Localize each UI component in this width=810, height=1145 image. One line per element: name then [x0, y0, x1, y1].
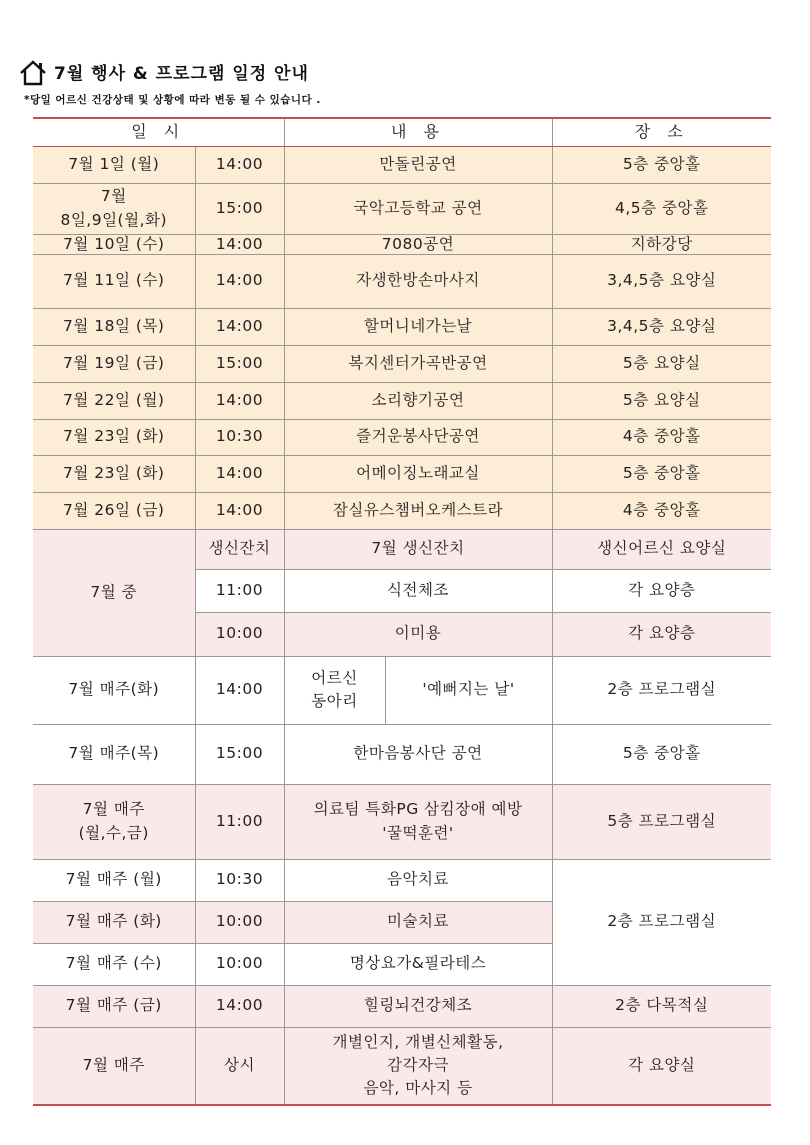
table-row — [33, 146, 771, 183]
row-place: 2층 프로그램실 — [552, 859, 771, 985]
table-row — [33, 183, 771, 234]
row-place: 5층 중앙홀 — [552, 146, 771, 183]
row-content: 즐거운봉사단공연 — [284, 419, 552, 455]
row-content: 미술치료 — [284, 901, 552, 943]
table-row — [33, 492, 771, 529]
row-date-line: 7월 매주 — [82, 800, 145, 819]
row-place: 2층 프로그램실 — [552, 656, 771, 724]
row-content: 7월 생신잔치 — [284, 529, 552, 569]
row-date: 7월 18일 (목) — [33, 308, 195, 345]
row-content: 자생한방손마사지 — [284, 254, 552, 308]
row-content: '예뻐지는 날' — [385, 656, 552, 724]
table-row — [33, 985, 771, 1027]
row-content: 명상요가&필라테스 — [284, 943, 552, 985]
table-row — [33, 419, 771, 455]
row-time: 14:00 — [195, 382, 284, 419]
notice-text: *당일 어르신 건강상태 및 상황에 따라 변동 될 수 있습니다 . — [24, 94, 321, 106]
row-date: 7월 매주 — [33, 1027, 195, 1105]
table-row — [33, 308, 771, 345]
table-row — [33, 784, 771, 859]
header-place: 장 소 — [552, 118, 771, 146]
row-date: 7월 매주 (금) — [33, 985, 195, 1027]
row-date: 7월 26일 (금) — [33, 492, 195, 529]
row-time: 14:00 — [195, 985, 284, 1027]
row-date: 7월 22일 (월) — [33, 382, 195, 419]
row-content: 식전체조 — [284, 569, 552, 612]
row-content: 한마음봉사단 공연 — [284, 724, 552, 784]
table-row — [33, 234, 771, 254]
row-content: 복지센터가곡반공연 — [284, 345, 552, 382]
row-content: 잠실유스챔버오케스트라 — [284, 492, 552, 529]
row-place: 각 요양층 — [552, 569, 771, 612]
row-date: 7월 중 — [33, 529, 195, 656]
row-date-line: (월,수,금) — [78, 823, 149, 842]
row-content: 할머니네가는날 — [284, 308, 552, 345]
row-content: 음악치료 — [284, 859, 552, 901]
row-time: 15:00 — [195, 345, 284, 382]
table-row — [33, 254, 771, 308]
row-place: 3,4,5층 요양실 — [552, 254, 771, 308]
home-icon — [20, 60, 46, 86]
page-title: 7월 행사 & 프로그램 일정 안내 — [54, 64, 309, 84]
row-date: 7월 11일 (수) — [33, 254, 195, 308]
row-place: 5층 요양실 — [552, 382, 771, 419]
row-place: 5층 중앙홀 — [552, 455, 771, 492]
row-time: 14:00 — [195, 492, 284, 529]
schedule-table — [33, 117, 771, 1106]
row-content — [284, 1027, 552, 1105]
row-content-line: '꿀떡훈련' — [382, 823, 454, 842]
row-time: 상시 — [195, 1027, 284, 1105]
row-place: 4층 중앙홀 — [552, 492, 771, 529]
row-time: 10:00 — [195, 943, 284, 985]
table-row — [33, 455, 771, 492]
row-date — [33, 784, 195, 859]
row-date: 7월 매주(목) — [33, 724, 195, 784]
row-content: 7080공연 — [284, 234, 552, 254]
table-header-row — [33, 118, 771, 146]
row-time: 14:00 — [195, 146, 284, 183]
row-place: 생신어르신 요양실 — [552, 529, 771, 569]
row-time: 11:00 — [195, 784, 284, 859]
row-content: 국악고등학교 공연 — [284, 183, 552, 234]
row-content: 소리향기공연 — [284, 382, 552, 419]
row-content — [284, 784, 552, 859]
row-content: 힐링뇌건강체조 — [284, 985, 552, 1027]
row-content-line: 개별인지, 개별신체활동, — [332, 1032, 504, 1051]
row-content-label — [284, 656, 385, 724]
row-date — [33, 183, 195, 234]
row-place: 3,4,5층 요양실 — [552, 308, 771, 345]
row-time: 10:00 — [195, 901, 284, 943]
row-place: 2층 다목적실 — [552, 985, 771, 1027]
row-time: 15:00 — [195, 183, 284, 234]
row-place: 4,5층 중앙홀 — [552, 183, 771, 234]
row-content: 이미용 — [284, 612, 552, 656]
row-time: 14:00 — [195, 455, 284, 492]
row-content-label-line: 동아리 — [311, 692, 358, 710]
table-row — [33, 382, 771, 419]
table-row — [33, 529, 771, 569]
row-place: 지하강당 — [552, 234, 771, 254]
row-time: 생신잔치 — [195, 529, 284, 569]
row-date: 7월 매주 (화) — [33, 901, 195, 943]
row-time: 14:00 — [195, 656, 284, 724]
row-time: 15:00 — [195, 724, 284, 784]
header-content: 내 용 — [284, 118, 552, 146]
row-place: 5층 중앙홀 — [552, 724, 771, 784]
row-time: 10:30 — [195, 419, 284, 455]
row-content: 만돌린공연 — [284, 146, 552, 183]
row-content-label-line: 어르신 — [311, 668, 358, 687]
row-content-line: 감각자극 — [387, 1056, 449, 1075]
row-time: 14:00 — [195, 254, 284, 308]
row-date: 7월 1일 (월) — [33, 146, 195, 183]
header-datetime: 일 시 — [33, 118, 284, 146]
row-date: 7월 23일 (화) — [33, 455, 195, 492]
row-place: 4층 중앙홀 — [552, 419, 771, 455]
row-time: 14:00 — [195, 308, 284, 345]
row-date: 7월 매주(화) — [33, 656, 195, 724]
table-row — [33, 1027, 771, 1105]
row-date: 7월 19일 (금) — [33, 345, 195, 382]
table-row — [33, 656, 771, 724]
row-content-line: 의료팀 특화PG 삼킴장애 예방 — [313, 800, 523, 819]
table-row — [33, 724, 771, 784]
row-place: 각 요양층 — [552, 612, 771, 656]
row-date: 7월 23일 (화) — [33, 419, 195, 455]
row-time: 11:00 — [195, 569, 284, 612]
row-time: 10:00 — [195, 612, 284, 656]
row-time: 14:00 — [195, 234, 284, 254]
row-date: 7월 매주 (월) — [33, 859, 195, 901]
row-date: 7월 10일 (수) — [33, 234, 195, 254]
row-content-line: 음악, 마사지 등 — [363, 1079, 473, 1098]
row-content: 어메이징노래교실 — [284, 455, 552, 492]
row-date-line: 7월 — [100, 187, 127, 206]
row-time: 10:30 — [195, 859, 284, 901]
table-row — [33, 859, 771, 901]
row-place: 5층 프로그램실 — [552, 784, 771, 859]
table-row — [33, 345, 771, 382]
row-place: 각 요양실 — [552, 1027, 771, 1105]
row-place: 5층 요양실 — [552, 345, 771, 382]
header — [20, 58, 720, 88]
row-date: 7월 매주 (수) — [33, 943, 195, 985]
row-date-line: 8일,9일(월,화) — [60, 210, 168, 229]
